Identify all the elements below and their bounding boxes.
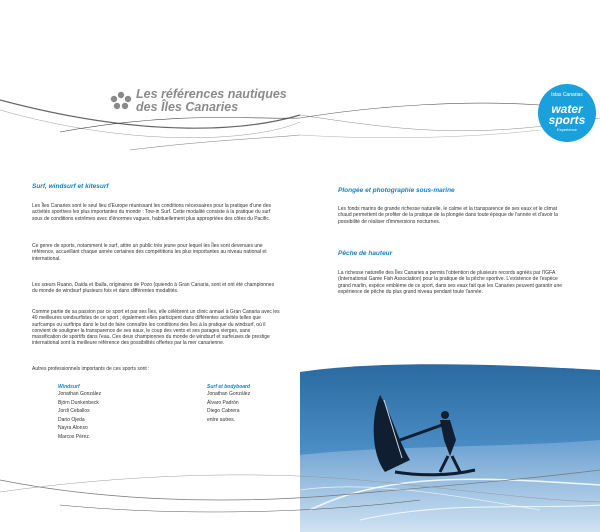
list-item: Jordi Ceballos (58, 408, 90, 414)
list-item: Björn Dunkenbeck (58, 399, 99, 406)
left-paragraph-3: Les sœurs Ruano, Daida et Iballa, originaires de Pozo (quiendo à Gran Canaria, sont et ont été championnes du monde de windsurf plusieurs fois et dans différentes modalités. (32, 282, 275, 295)
badge-main-line-2: sports (548, 113, 586, 127)
section-heading-surf: Surf, windsurf et kitesurf (32, 183, 109, 190)
list-item: Marcos Pérez. (58, 433, 91, 440)
surf-bodyboard-list-title: Surf et bodyboard (207, 384, 251, 390)
badge-top-text: Islas Canarias (551, 92, 583, 98)
list-item: Diego Cabrera (207, 408, 240, 414)
left-paragraph-2: Ce genre de sports, notamment le surf, attire un public très jeune pour lequel les Îles sont devenues une référence, accueillant chaque année certaines des compétitions les plus importantes au niveau national et international. (32, 243, 267, 262)
badge-main-line-1: water (551, 102, 583, 116)
list-item: Nayra Alonso (58, 425, 88, 431)
section-heading-fishing: Pêche de hauteur (338, 250, 393, 257)
list-item: Jonathan González (58, 391, 102, 397)
title-line-2: des Îles Canaries (136, 100, 239, 114)
badge-sub-text: Experience (556, 127, 577, 132)
left-paragraph-1: Les Îles Canaries sont le seul lieu d'Europe réunissant les conditions nécessaires pour la pratique d'une des activités sportives les plus importantes du monde : Tow-in Surf. Cette modalité consiste à la pratique du surf sous de conditions extrêmes avec d'énormes vagues, habituellement plus appropriées des côtes du Pacific. (32, 203, 271, 222)
right-paragraph-1: Les fonds marins de grande richesse naturelle, le calme et la transparence de ses eaux et le climat chaud permettent de profiter de la pratique de la plongée dans toute époque de l'année et d'avoir la possibilité de réaliser d'immersions nocturnes. (338, 206, 558, 225)
list-item: Jonathan González (207, 391, 251, 397)
list-item: Dario Ojeda (58, 416, 85, 423)
right-paragraph-2: La richesse naturelle des Îles Canaries a permis l'obtention de plusieurs records agréés par l'IGFA (International Game Fish Association) pour la pratique de la pêche sportive. L'existence de l'espèce grand marlin, espèce emblème de ce sport, dans ses eaux fait que les Canaries peuvent garantir une expérience de pêche du plus grand niveau pendant toute l'année. (338, 270, 563, 295)
title-line-1: Les références nautiques (136, 87, 287, 101)
left-paragraph-4: Comme partie de sa passion par ce sport et par ses Îles, elle célèbrent un clinic annuel à Gran Canaria avec les 40 meilleures windsurfistes de ce sport ; également elles participent dans différentes activités telles que surfcamps ou surftrips dans le but de faire connaître les conditions des Îles à la pratique du windsurf, où il convient de souligner la transparence de ses eaux, le coup des vents et ses parages vierges, sans massification de sportifs dans l'eau. Ces deux championnes du monde de windsurf et surfeuses de prestige international sont la meilleure référence des possibilités offertes par la mer canarienne. (32, 309, 280, 347)
windsurf-list-title: Windsurf (58, 384, 80, 390)
section-heading-diving: Plongée et photographie sous-marine (338, 187, 455, 194)
list-item: entre autres. (207, 416, 236, 423)
list-item: Álvaro Padrón (207, 399, 239, 406)
left-paragraph-5: Autres professionnels importants de ces sports sont : (32, 366, 150, 372)
